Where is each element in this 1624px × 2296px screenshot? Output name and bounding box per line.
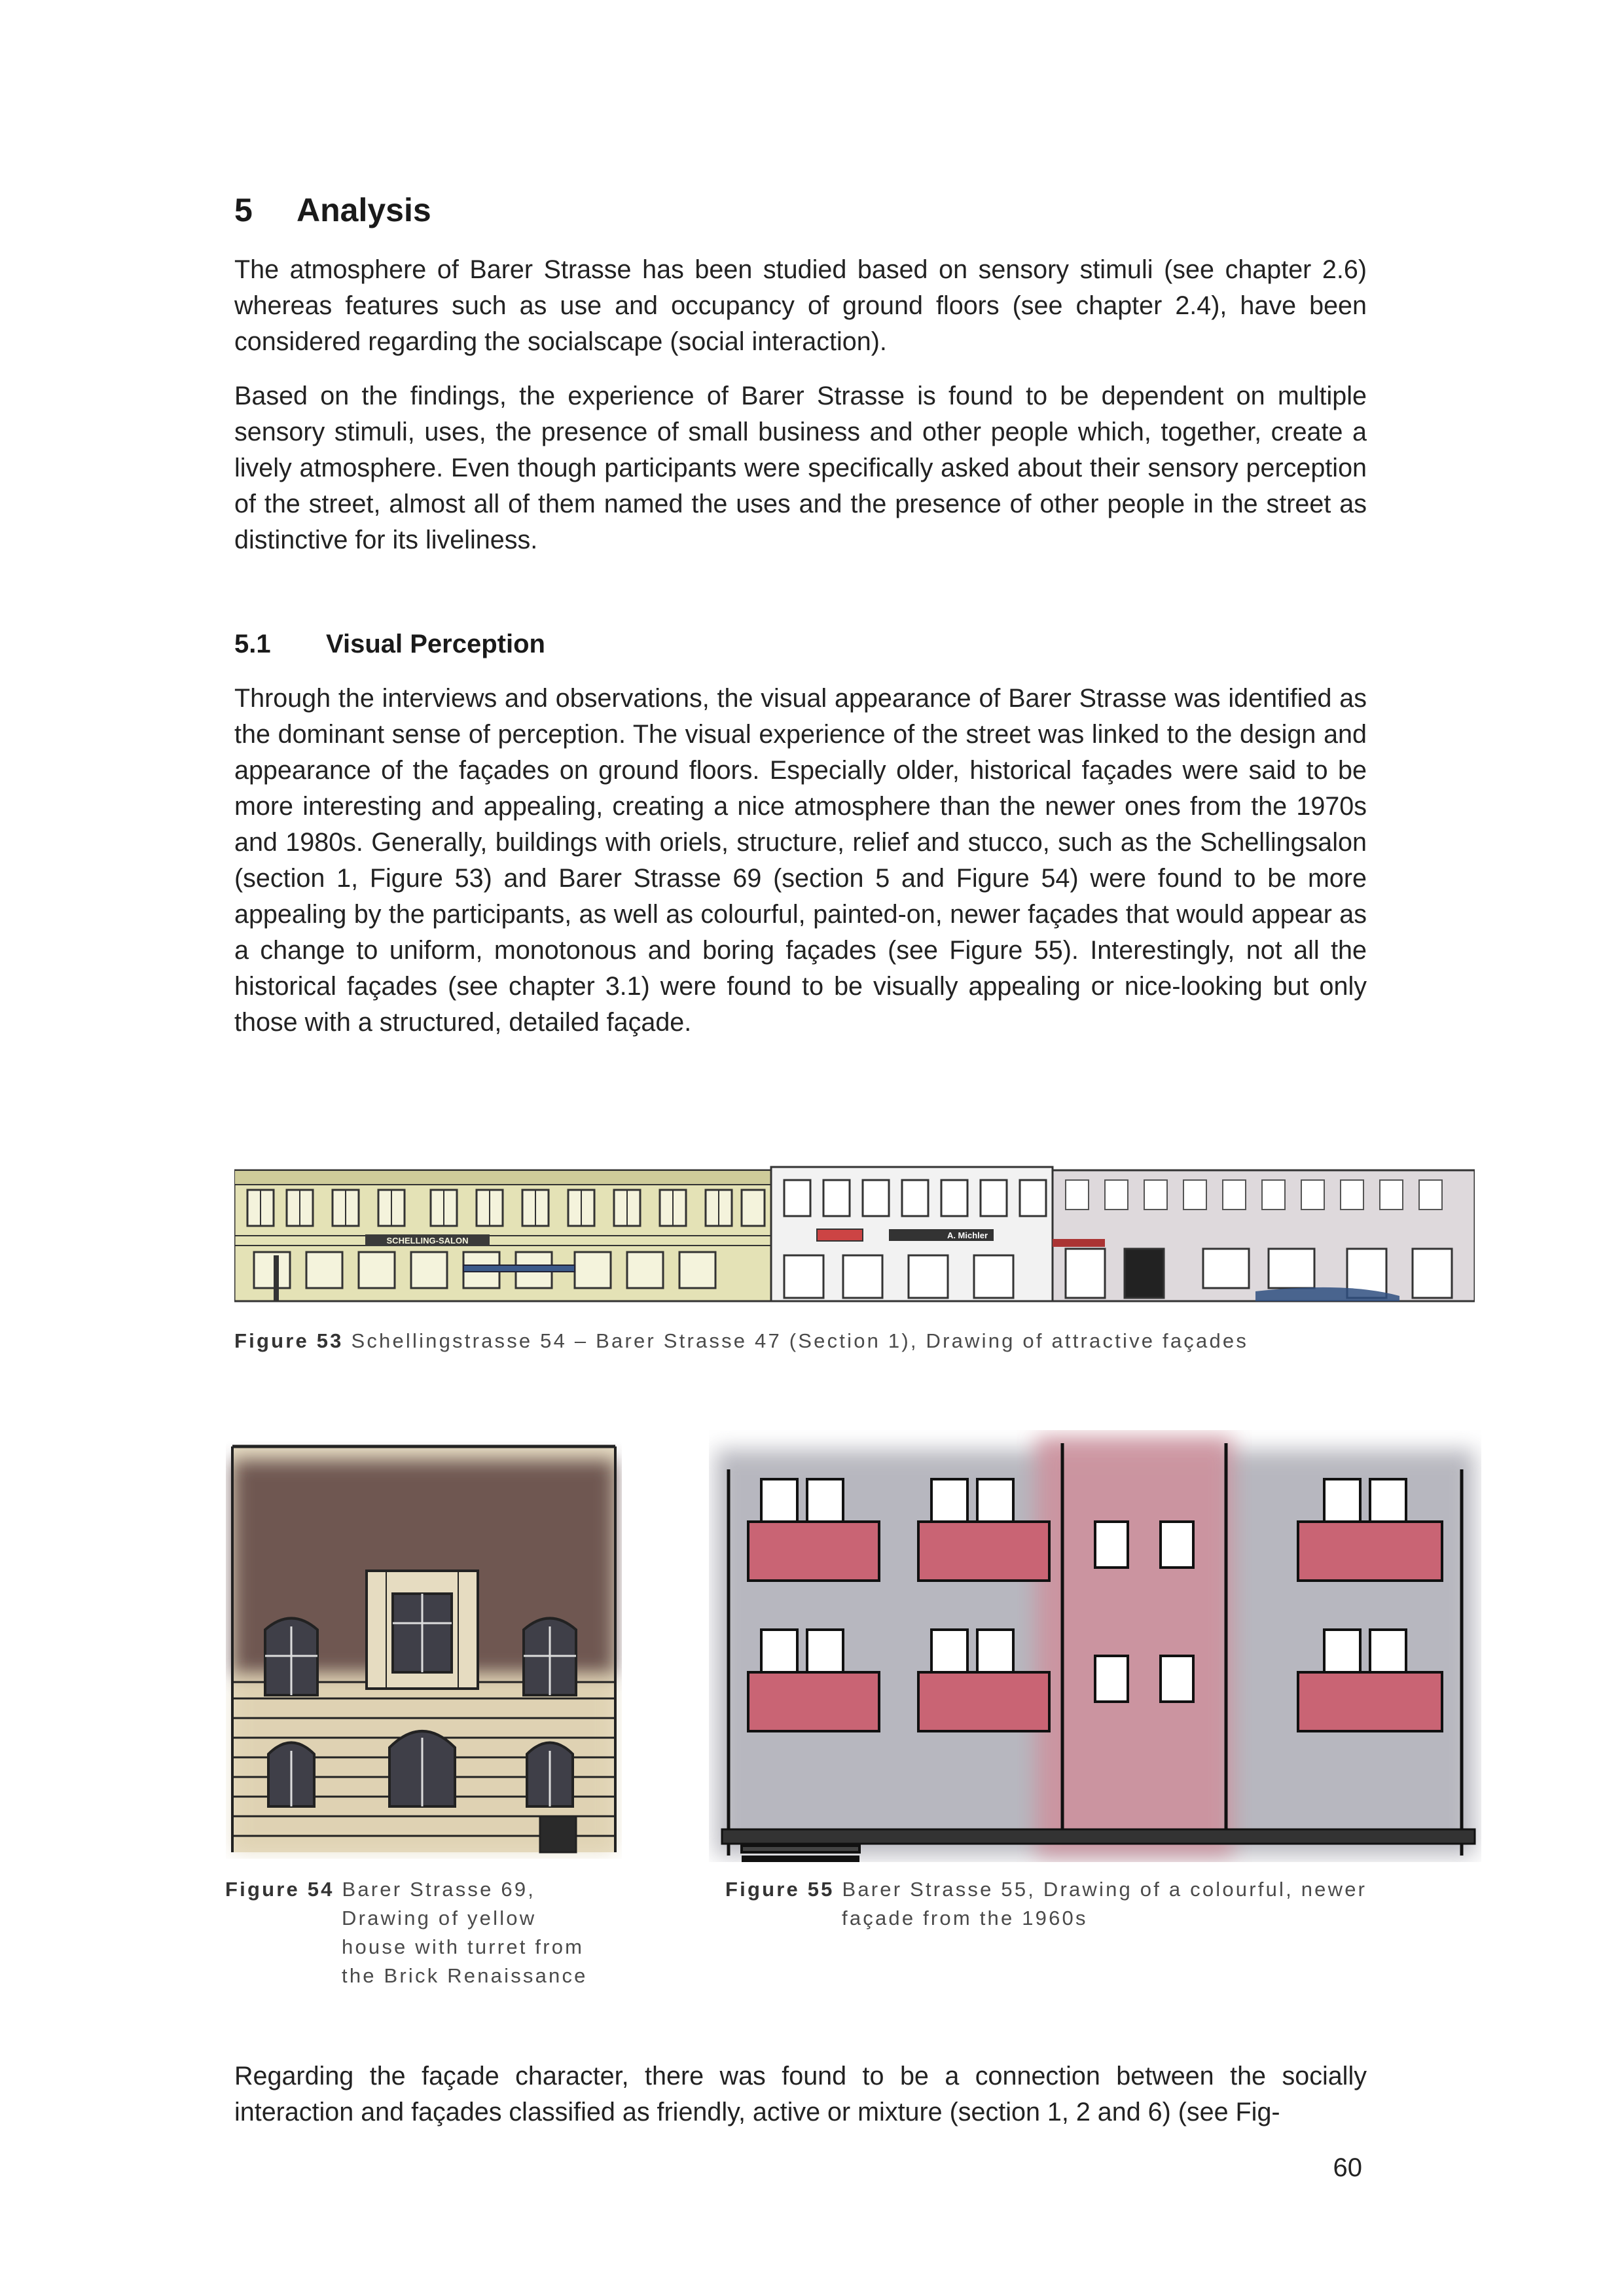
subsection-heading — [234, 630, 545, 659]
figure-53-caption — [234, 1327, 1386, 1355]
section-heading — [234, 191, 431, 229]
fig53-sign-schelling: SCHELLING-SALON — [386, 1236, 469, 1246]
figure-55-caption-line1: Barer Strasse 55, Drawing of a colourful, newer — [842, 1878, 1367, 1901]
figure-54-caption — [225, 1875, 631, 1990]
figure-54-label: Figure 54 — [225, 1878, 334, 1901]
figure-53-label: Figure 53 — [234, 1329, 344, 1352]
figure-53-caption-text: Schellingstrasse 54 – Barer Strasse 47 (Section 1), Drawing of attractive façades — [351, 1329, 1249, 1352]
figure-55-drawing — [709, 1430, 1481, 1862]
visual-perception-paragraph: Through the interviews and observations, the visual appearance of Barer Strasse was identified as the dominant sense of perception. The visual experience of the street was linked to the design and appearance of the façades on ground floors. Especially older, historical façades were said to be more interesting and appealing, creating a nice atmosphere than the newer ones from the 1970s and 1980s. Generally, buildings with oriels, structure, relief and stucco, such as the Schellingsalon (section 1, Figure 53) and Barer Strasse 69 (section 5 and Figure 54) were found to be more appealing by the participants, as well as colourful, painted-on, newer façades that would appear as a change to uniform, monotonous and boring façades (see Figure 55). Interestingly, not all the historical façades (see chapter 3.1) were found to be visually appealing or nice-looking but only those with a structured, detailed façade. — [234, 684, 1367, 1037]
intro-paragraph-1: The atmosphere of Barer Strasse has been studied based on sensory stimuli (see chapter 2.6) whereas features such as use and occupancy of ground floors (see chapter 2.4), have been considered regarding the socialscape (social interaction). — [234, 255, 1367, 356]
fig53-sign-michler: A. Michler — [947, 1230, 988, 1240]
figure-54-caption-line4: the Brick Renaissance — [342, 1964, 588, 1987]
figure-54-caption-line3: house with turret from — [342, 1935, 585, 1958]
figure-55-label: Figure 55 — [725, 1878, 835, 1901]
section-number: 5 — [234, 192, 253, 228]
closing-paragraph: Regarding the façade character, there was found to be a connection between the socially interaction and façades classified as friendly, active or mixture (section 1, 2 and 6) (see Fig- — [234, 2062, 1367, 2126]
figure-54-drawing — [226, 1440, 622, 1859]
subsection-title: Visual Perception — [326, 630, 545, 658]
figure-54-caption-line1: Barer Strasse 69, — [342, 1878, 536, 1901]
figure-55-caption — [725, 1875, 1445, 1933]
subsection-number: 5.1 — [234, 630, 271, 658]
figure-53-svg — [234, 1157, 1475, 1302]
figure-54-svg — [226, 1440, 622, 1859]
page-number: 60 — [1333, 2153, 1362, 2182]
section-title: Analysis — [297, 192, 431, 228]
figure-53-street-drawing — [234, 1157, 1475, 1302]
intro-paragraph-2: Based on the findings, the experience of Barer Strasse is found to be dependent on multiple sensory stimuli, uses, the presence of small business and other people which, together, create a lively atmosphere. Even though participants were specifically asked about their sensory perception of the street, almost all of them named the uses and the presence of other people in the street as distinctive for its liveliness. — [234, 382, 1367, 554]
figure-54-caption-line2: Drawing of yellow — [342, 1907, 537, 1929]
figure-55-caption-line2: façade from the 1960s — [842, 1907, 1088, 1929]
